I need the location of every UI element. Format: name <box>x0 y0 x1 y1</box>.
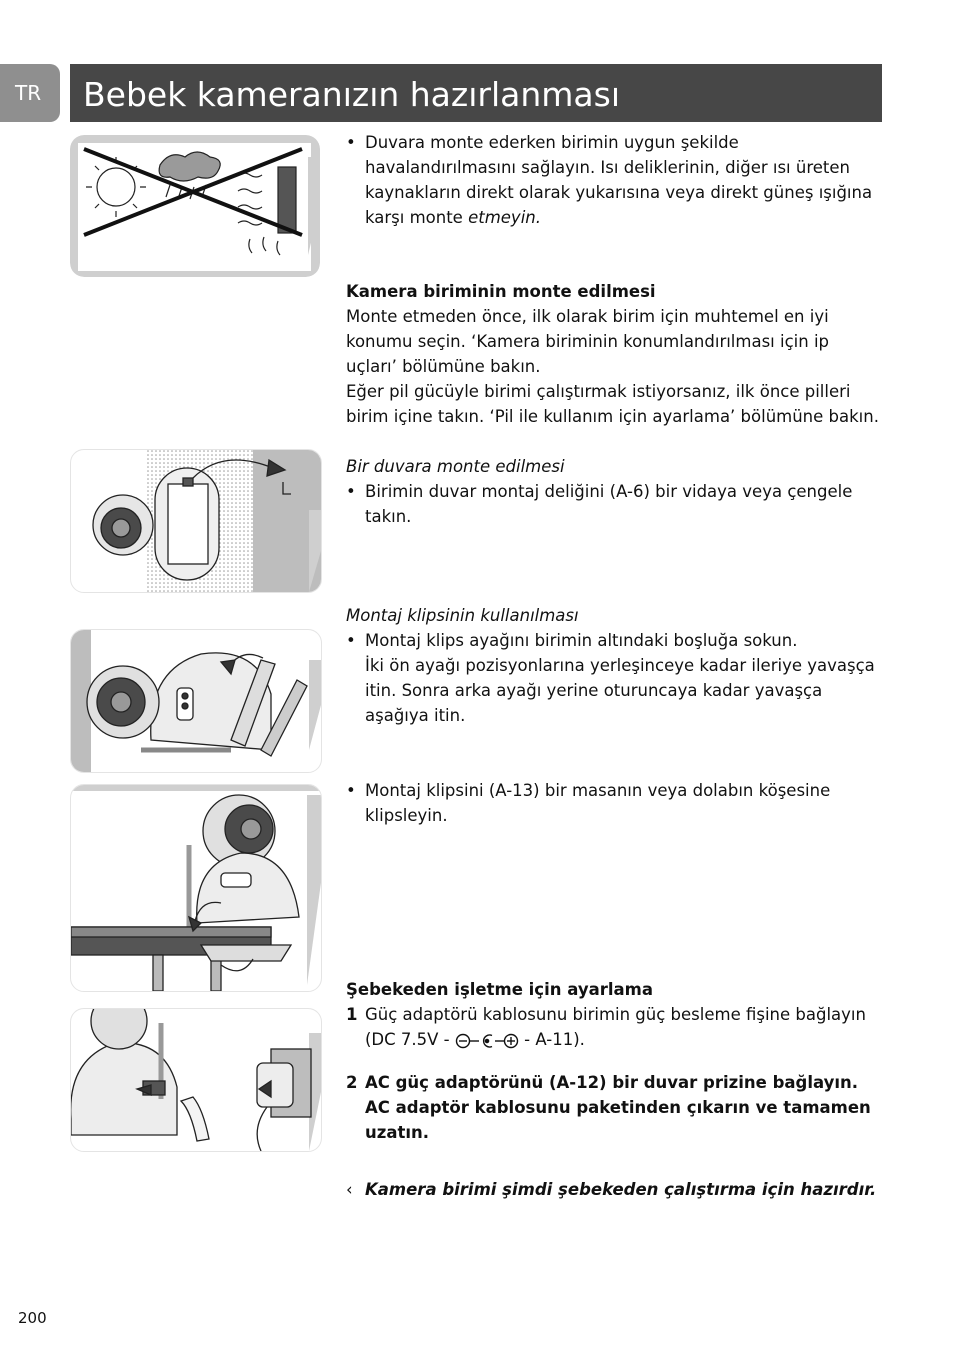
ventilation-text: Duvara monte ederken birimin uygun şekilde havalandırılmasını sağlayın. Isı deliklerinin, diğer ısı üreten kaynakların direkt olarak yukarısına veya direkt güneş ışığına karşı monte <box>365 133 873 227</box>
step-1-text-b: - A-11). <box>518 1030 585 1049</box>
ventilation-section <box>346 130 881 230</box>
step-number: 2 <box>346 1073 358 1092</box>
table-clip-illustration <box>70 784 322 992</box>
clip-text-2: İki ön ayağı pozisyonlarına yerleşinceye kadar ileriye yavaşça itin. Sonra arka ayağı yerine oturuncaya kadar yavaşça aşağıya itin. <box>365 656 875 725</box>
bullet-item <box>346 628 881 728</box>
mounting-section <box>346 279 881 429</box>
bullet-item <box>346 778 881 828</box>
table-section <box>346 778 881 828</box>
bullet-item <box>346 130 881 230</box>
language-code: TR <box>15 81 42 105</box>
wall-subheading: Bir duvara monte edilmesi <box>346 457 565 476</box>
mounting-heading: Kamera biriminin monte edilmesi <box>346 282 656 301</box>
step-2 <box>346 1070 881 1145</box>
wall-section <box>346 454 881 529</box>
bullet-marker: • <box>346 133 356 152</box>
clip-subheading: Montaj klipsinin kullanılması <box>346 606 579 625</box>
bullet-marker: • <box>346 781 356 800</box>
step-number: 1 <box>346 1005 358 1024</box>
ventilation-emphasis: etmeyin. <box>468 208 541 227</box>
page-title: Bebek kameranızın hazırlanması <box>83 75 620 114</box>
power-adapter-illustration <box>70 1008 322 1152</box>
step-2-text: AC güç adaptörünü (A-12) bir duvar prizine bağlayın. AC adaptör kablosunu paketinden çıkarın ve tamamen uzatın. <box>365 1073 871 1142</box>
bullet-marker: • <box>346 482 356 501</box>
step-1 <box>346 1002 881 1052</box>
step-1-text-a: Güç adaptörü kablosunu birimin güç besleme fişine bağlayın (DC 7.5V - <box>365 1005 866 1049</box>
mains-section <box>346 977 881 1202</box>
page-number: 200 <box>18 1309 47 1327</box>
result-text: Kamera birimi şimdi şebekeden çalıştırma için hazırdır. <box>365 1180 877 1199</box>
dc-polarity-symbol <box>455 1032 519 1050</box>
result-line <box>346 1177 881 1202</box>
bullet-marker: • <box>346 631 356 650</box>
title-bar <box>70 64 882 122</box>
table-text: Montaj klipsini (A-13) bir masanın veya dolabın köşesine klipsleyin. <box>365 781 831 825</box>
language-tab <box>0 64 60 122</box>
wall-text: Birimin duvar montaj deliğini (A-6) bir vidaya veya çengele takın. <box>365 482 853 526</box>
clip-text: Montaj klips ayağını birimin altındaki boşluğa sokun. <box>365 631 798 650</box>
mounting-paragraph-2: Eğer pil gücüyle birimi çalıştırmak istiyorsanız, ilk önce pilleri birim içine takın. ‘Pil ile kullanım için ayarlama’ bölümüne bakın. <box>346 382 879 426</box>
clip-insert-illustration <box>70 629 322 773</box>
wall-mount-illustration <box>70 449 322 593</box>
no-heat-sun-rain-illustration <box>70 135 320 277</box>
result-marker: ‹ <box>346 1180 353 1199</box>
clip-section <box>346 603 881 728</box>
mains-heading: Şebekeden işletme için ayarlama <box>346 980 653 999</box>
mounting-paragraph-1: Monte etmeden önce, ilk olarak birim için muhtemel en iyi konumu seçin. ‘Kamera biriminin konumlandırılması için ip uçları’ bölümüne bakın. <box>346 307 830 376</box>
bullet-item <box>346 479 881 529</box>
